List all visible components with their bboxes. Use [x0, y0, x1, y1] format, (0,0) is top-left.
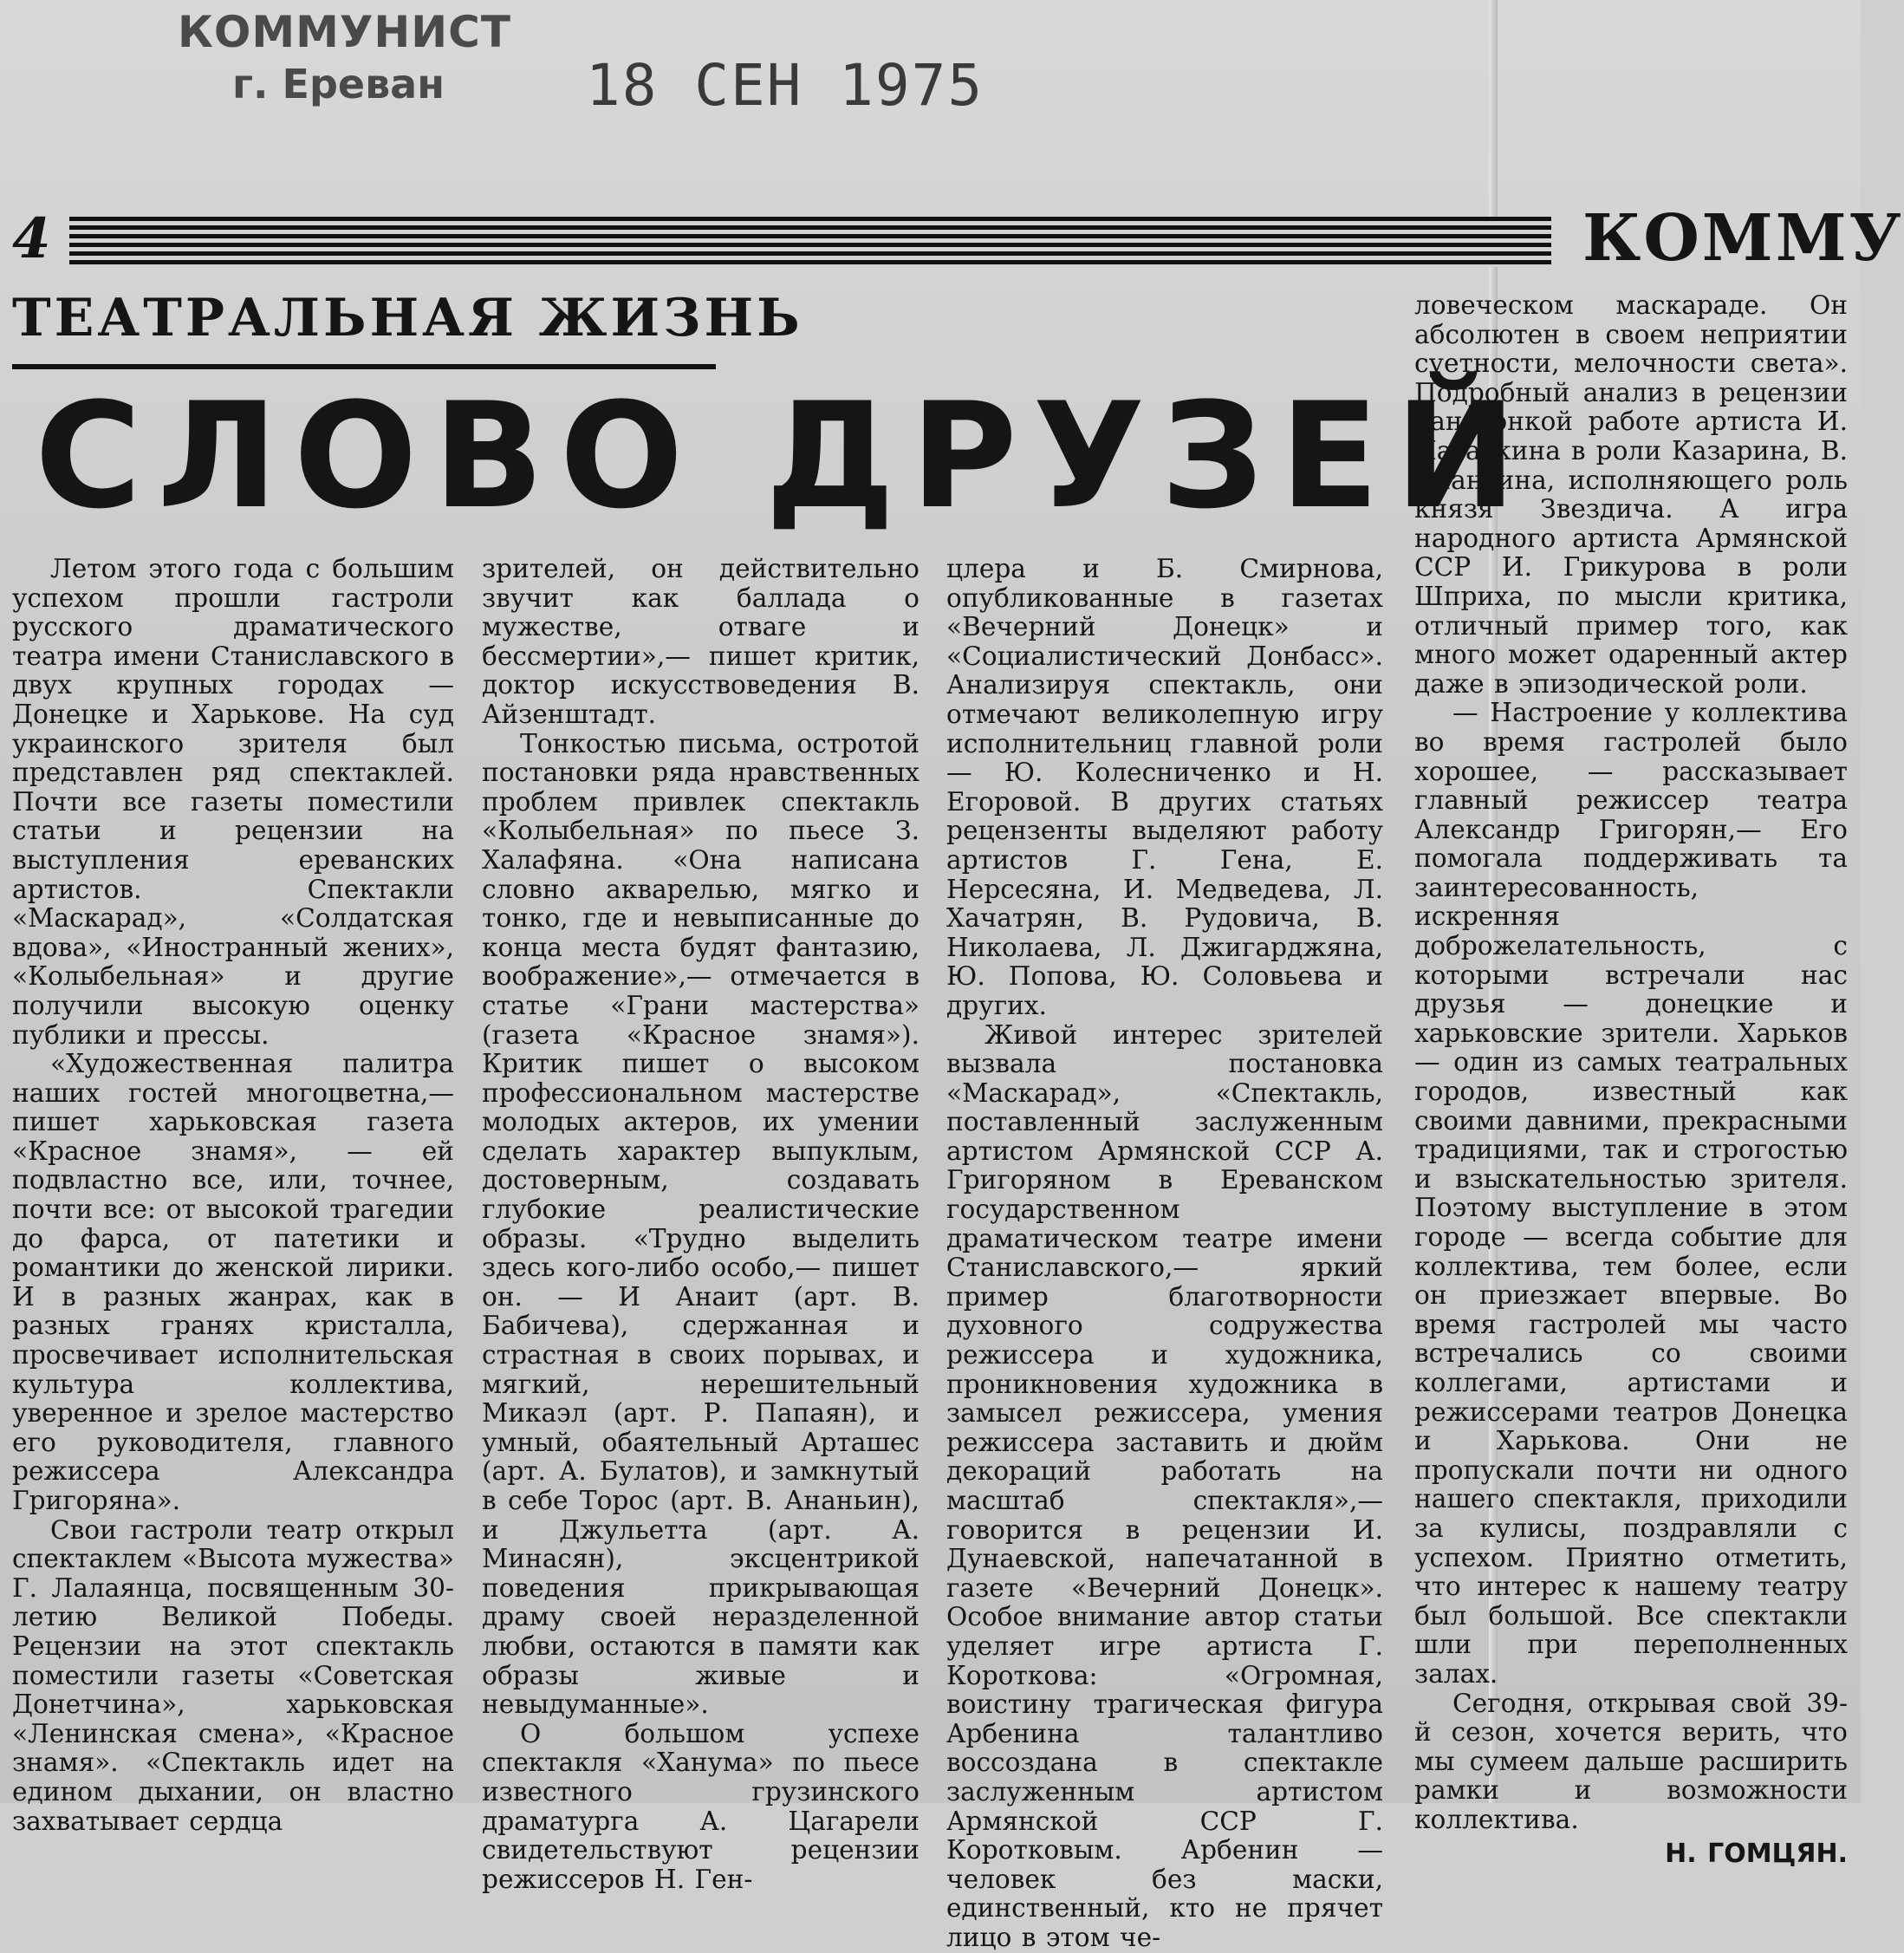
- article-column-1: [12, 555, 454, 1836]
- paragraph: Тонкостью письма, остротой постановки ряда нравственных проблем привлек спектакль «Колыбельная» по пьесе З. Халафяна. «Она написана словно акварелью, мягко и тонко, где и невыписанные до конца места будят фантазию, воображение»,— отмечается в статье «Грани мастерства» (газета «Красное знамя»). Критик пишет о высоком профессиональном мастерстве молодых актеров, их умении сделать характер выпуклым, достоверным, создавать глубокие реалистические образы. «Трудно выделить здесь кого-либо особо,— пишет он. — И Анаит (арт. В. Бабичева), сдержанная и страстная в своих порывах, и мягкий, нерешительный Микаэл (арт. Р. Папаян), и умный, обаятельный Арташес (арт. А. Булатов), и замкнутый в себе Торос (арт. В. Ананьин), и Джульетта (арт. А. Минасян), эксцентрикой поведения прикрывающая драму своей неразделенной любви, остаются в памяти как образы живые и невыдуманные».: [482, 728, 920, 1720]
- paragraph: Летом этого года с большим успехом прошли гастроли русского драматического театра имени Станиславского в двух крупных городах — Донецке и Харькове. На суд украинского зрителя был представлен ряд спектаклей. Почти все газеты поместили статьи и рецензии на выступления ереванских артистов. Спектакли «Маскарад», «Солдатская вдова», «Иностранный жених», «Колыбельная» и другие получили высокую оценку публики и прессы.: [12, 554, 454, 1050]
- stamp-date: 18 СЕН 1975: [586, 52, 984, 119]
- paragraph: Живой интерес зрителей вызвала постановка «Маскарад», «Спектакль, поставленный заслуженным артистом Армянской ССР А. Григоряном в Ереванском государственном драматическом театре имени Станиславского,— яркий пример благотворности духовного содружества режиссера и художника, проникновения художника в замысел режиссера, умения режиссера заставить и дюйм декораций работать на масштаб спектакля»,— говорится в рецензии И. Дунаевской, напечатанной в газете «Вечерний Донецк». Особое внимание автор статьи уделяет игре артиста Г. Короткова: «Огромная, воистину трагическая фигура Арбенина талантливо воссоздана в спектакле заслуженным артистом Армянской ССР Г. Коротковым. Арбенин — человек без маски, единственный, кто не прячет лицо в этом че-: [946, 1019, 1383, 1952]
- masthead-rule: [69, 217, 1551, 267]
- paragraph: ловеческом маскараде. Он абсолютен в своем неприятии суетности, мелочности света». Подробный анализ в рецензии дан тонкой работе артиста И. Нагавкина в роли Казарина, В. Ананьина, исполняющего роль князя Звездича. А игра народного артиста Армянской ССР И. Грикурова в роли Шприха, по мысли критика, отличный пример того, как много может одаренный актер даже в эпизодической роли.: [1414, 290, 1848, 699]
- stamp-newspaper-name: КОММУНИСТ: [178, 7, 511, 57]
- stamp-city: г. Ереван: [232, 61, 445, 107]
- article-column-4: [1414, 291, 1848, 1869]
- paragraph: О большом успехе спектакля «Ханума» по пьесе известного грузинского драматурга А. Цагарели свидетельствуют рецензии режиссеров Н. Ген-: [482, 1718, 920, 1894]
- paragraph: цлера и Б. Смирнова, опубликованные в газетах «Вечерний Донецк» и «Социалистический Донбасс». Анализируя спектакль, они отмечают великолепную игру исполнительниц главной роли — Ю. Колесниченко и Н. Егоровой. В других статьях рецензенты выделяют работу артистов Г. Гена, Е. Нерсесяна, И. Медведева, Л. Хачатрян, В. Рудовича, В. Николаева, Л. Джигарджяна, Ю. Попова, Ю. Соловьева и других.: [946, 554, 1383, 1020]
- article-column-2: [482, 555, 920, 1894]
- paragraph: зрителей, он действительно звучит как баллада о мужестве, отваге и бессмертии»,— пишет критик, доктор искусствоведения В. Айзенштадт.: [482, 554, 920, 729]
- author-signature: Н. ГОМЦЯН.: [1665, 1839, 1848, 1870]
- rubric-underline: [12, 364, 716, 369]
- article-headline: СЛОВО ДРУЗЕЙ: [35, 371, 1532, 541]
- paragraph: Сегодня, открывая свой 39-й сезон, хочется верить, что мы сумеем дальше расширить рамки и возможности коллектива.: [1414, 1688, 1848, 1834]
- paragraph: Свои гастроли театр открыл спектаклем «Высота мужества» Г. Лалаянца, посвященным 30-летию Великой Победы. Рецензии на этот спектакль поместили газеты «Советская Донетчина», харьковская «Ленинская смена», «Красное знамя». «Спектакль идет на едином дыхании, он властно захватывает сердца: [12, 1514, 454, 1836]
- page-number: 4: [12, 206, 51, 271]
- section-rubric: ТЕАТРАЛЬНАЯ ЖИЗНЬ: [12, 288, 803, 348]
- paragraph: — Настроение у коллектива во время гастролей было хорошее, — рассказывает главный режиссер театра Александр Григорян,— Его помогала поддерживать та заинтересованность, искренняя доброжелательность, с которыми встречали нас друзья — донецкие и харьковские зрители. Харьков — один из самых театральных городов, известный как своими давними, прекрасными традициями, так и строгостью и взыскательностью зрителя. Поэтому выступление в этом городе — всегда событие для коллектива, тем более, если он приезжает впервые. Во время гастролей мы часто встречались со своими коллегами, артистами и режиссерами театров Донецка и Харькова. Они не пропускали почти ни одного нашего спектакля, приходили за кулисы, поздравляли с успехом. Приятно отметить, что интерес к нашему театру был большой. Все спектакли шли при переполненных залах.: [1414, 698, 1848, 1689]
- masthead-newspaper-name: КОММУ: [1582, 201, 1904, 276]
- paragraph: «Художественная палитра наших гостей многоцветна,— пишет харьковская газета «Красное знамя», — ей подвластно все, или, точнее, почти все: от высокой трагедии до фарса, от патетики и романтики до женской лирики. И в разных жанрах, как в разных гранях кристалла, просвечивает исполнительская культура коллектива, уверенное и зрелое мастерство его руководителя, главного режиссера Александра Григоряна».: [12, 1049, 454, 1515]
- article-column-3: [946, 555, 1383, 1953]
